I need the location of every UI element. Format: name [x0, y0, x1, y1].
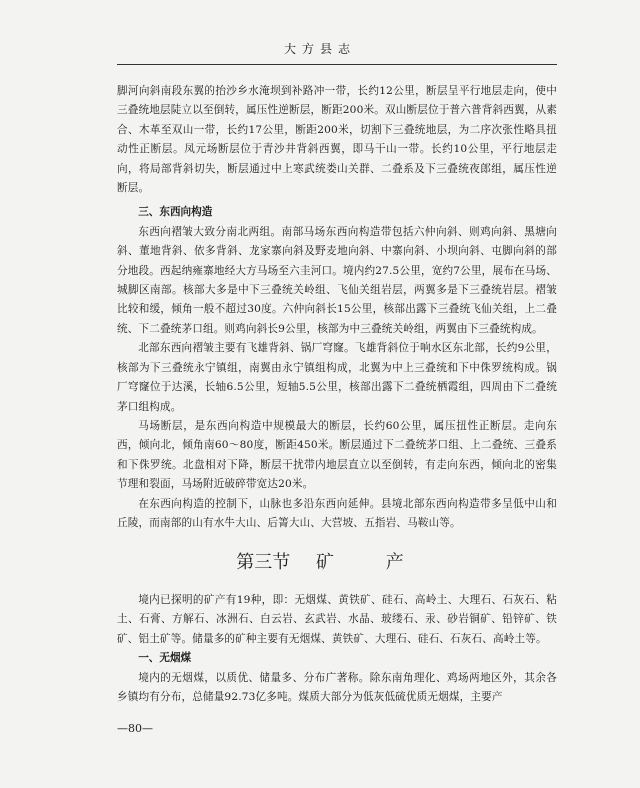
paragraph-machang-fault: 马场断层，是东西向构造中规模最大的断层，长约60公里，属压扭性正断层。走向东西，倾向北，倾角南60～80度，断距450米。断层通过下二叠统茅口组、上二叠统、三叠系和下侏罗统。北盘相对下降，断层干扰带内地层直立以至倒转，有走向东西，倾向北的密集节理和裂面，马场附近破碎带宽达20米。 — [117, 419, 557, 491]
header-rule — [117, 64, 557, 65]
paragraph-minerals-overview: 境内已探明的矿产有19种，即：无烟煤、黄铁矿、硅石、高岭土、大理石、石灰石、粘土、石膏、方解石、冰洲石、白云岩、玄武岩、水晶、玻缕石、汞、砂岩铜矿、铅锌矿、铁矿、铝土矿等。储量多的矿种主要有无烟煤、黄铁矿、大理石、硅石、石灰石、高岭土等。 — [117, 594, 557, 645]
section-title — [0, 548, 640, 574]
lower-text-block — [117, 591, 557, 707]
subheading-east-west-structures: 三、东西向构造 — [138, 206, 213, 219]
subheading-anthracite: 一、无烟煤 — [138, 652, 192, 665]
running-head: 大方县志 — [283, 42, 356, 56]
upper-text-block — [117, 82, 557, 533]
paragraph-fault-continued: 脚河向斜南段东翼的抬沙乡水淹坝到补路冲一带，长约12公里，断层呈平行地层走向，使中三叠统地层陡立以至倒转，属压性逆断层，断距200米。双山断层位于普六普背斜西翼，从素合、木革至双山一带，长约17公里，断距200米，切割下三叠统地层，为二序次张性略具扭动性正断层。凤元场断层位于青沙井背斜西翼，即马干山一带。长约10公里，平行地层走向，将局部背斜切失，断层通过中上寒武统娄山关群、二叠系及下三叠统夜郎组，属压性逆断层。 — [117, 85, 557, 195]
section-title-char-2: 产 — [385, 552, 404, 573]
section-number: 第三节 — [236, 552, 291, 573]
paragraph-mountain-ranges: 在东西向构造的控制下，山脉也多沿东西向延伸。县境北部东西向构造带多呈低中山和丘陵，而南部的山有水牛大山、后箐大山、大营坡、五指岩、马鞍山等。 — [117, 497, 557, 529]
section-title-char-1: 矿 — [316, 552, 334, 573]
paragraph-anthracite: 境内的无烟煤，以质优、储量多、分布广著称。除东南角理化、鸡场两地区外，其余各乡镇均有分布，总储量92.73亿多吨。煤质大部分为低灰低硫优质无烟煤，主要产 — [117, 671, 557, 704]
paragraph-east-west-folds-north: 北部东西向褶皱主要有飞雄背斜、锅厂穹窿。飞雄背斜位于响水区东北部，长约9公里，核部为下三叠统永宁镇组，南翼由永宁镇组构成，北翼为中上三叠统和下中侏罗统构成。锅厂穹窿位于达溪，长轴6.5公里，短轴5.5公里，核部出露下二叠统栖霞组，四周由下二叠统茅口组构成。 — [117, 342, 557, 413]
paragraph-east-west-folds-south: 东西向褶皱大致分南北两组。南部马场东西向构造带包括六仲向斜、则鸡向斜、黑塘向斜、董地背斜、依多背斜、龙家寨向斜及野麦地向斜、中寨向斜、小坝向斜、屯脚向斜的部分地段。西起纳雍寨地经大方马场至六圭河口。境内约27.5公里，宽约7公里，展布在马场、城脚区南部。核部大多是中下三叠统关岭组、飞仙关组岩层，两翼多是下三叠统岩层。褶皱比较和缓，倾角一般不超过30度。六仲向斜长15公里，核部出露下三叠统飞仙关组，上二叠统、下二叠统茅口组。则鸡向斜长9公里，核部为中三叠统关岭组，两翼由下三叠统构成。 — [117, 225, 557, 335]
page-number: —80— — [117, 722, 153, 735]
